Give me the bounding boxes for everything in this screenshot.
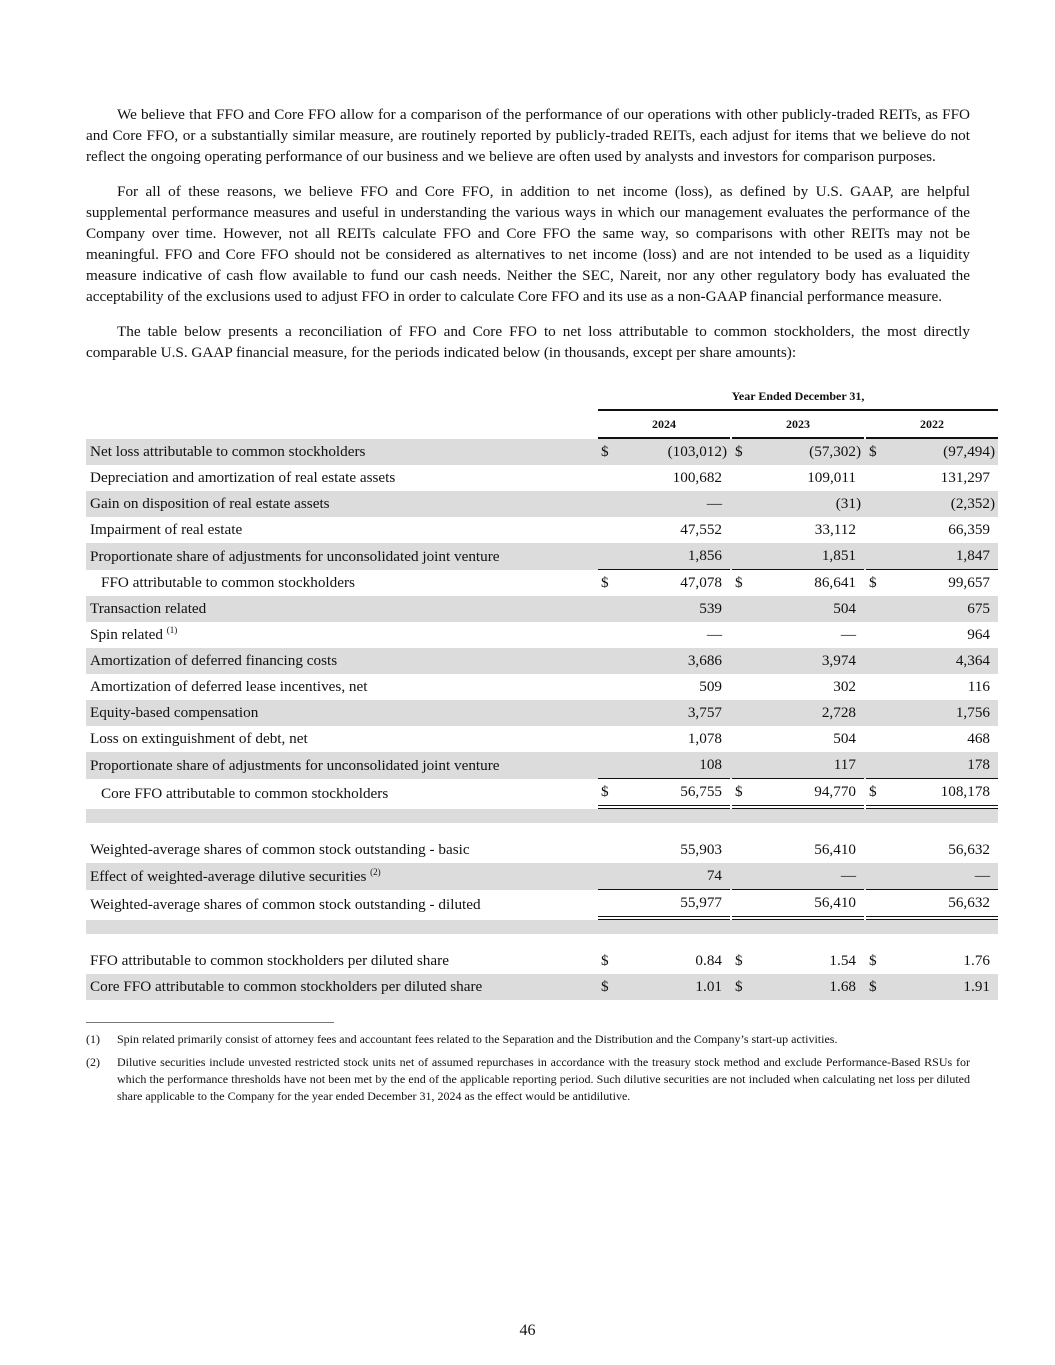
value-2024: 55,977 (618, 890, 722, 920)
value-2023: 94,770 (752, 779, 856, 809)
table-row-impairment (86, 517, 998, 543)
value-2023: 302 (833, 678, 856, 695)
value-2023: 86,641 (814, 574, 856, 591)
table-row-depreciation (86, 465, 998, 491)
year-2022-header: 2022 (866, 411, 998, 439)
value-2024: 509 (699, 678, 722, 695)
value-2022: 1,847 (886, 543, 990, 570)
value-2024: 1,856 (618, 543, 722, 570)
value-2024: 0.84 (695, 952, 722, 969)
value-2022: 116 (967, 678, 990, 695)
value-2024: 47,552 (680, 521, 722, 538)
value-2024: 56,755 (618, 779, 722, 809)
value-2022: 131,297 (940, 469, 990, 486)
row-label: Impairment of real estate (90, 521, 243, 538)
table-row-transaction-related (86, 596, 998, 622)
value-2024: 55,903 (680, 841, 722, 858)
value-2024: 100,682 (672, 469, 722, 486)
footnote-divider (86, 1022, 334, 1023)
table-spacer-row (86, 809, 998, 823)
table-row-dilutive-effect (86, 863, 998, 890)
table-row-jv-adjustments-core (86, 752, 998, 779)
row-label: Net loss attributable to common stockholders (86, 439, 598, 465)
ffo-reconciliation-table (86, 383, 998, 1000)
value-2024: 539 (618, 596, 722, 622)
value-2023: 3,974 (752, 648, 856, 674)
value-2024: 3,757 (618, 700, 722, 726)
row-label: Amortization of deferred financing costs (86, 648, 598, 674)
value-2024: — (706, 626, 722, 643)
row-label: Spin related (90, 626, 163, 643)
row-label: FFO attributable to common stockholders (101, 574, 355, 591)
value-2022: 675 (886, 596, 990, 622)
paragraph-table-intro: The table below presents a reconciliation of FFO and Core FFO to net loss attributable to common stockholders, the most directly comparable U.S. GAAP financial measure, for the periods indicated below (in thousands, except per share amounts): (86, 323, 970, 361)
table-row-amort-financing (86, 648, 998, 674)
table-spacer-row (86, 920, 998, 934)
value-2023: 1,851 (752, 543, 856, 570)
value-2022: 108,178 (886, 779, 990, 809)
table-row-jv-adjustments-ffo (86, 543, 998, 570)
value-2023: (31 (752, 491, 856, 517)
table-row-shares-diluted (86, 890, 998, 920)
value-2022: (97,494 (886, 439, 990, 465)
document-page (86, 104, 996, 1111)
row-label: Loss on extinguishment of debt, net (90, 730, 308, 747)
row-label: Core FFO attributable to common stockholders (101, 785, 389, 802)
row-label: Weighted-average shares of common stock outstanding - diluted (90, 896, 481, 913)
value-2023: 1.68 (752, 974, 856, 1000)
year-2023-header: 2023 (732, 411, 864, 439)
row-label: Core FFO attributable to common stockholders per diluted share (86, 974, 598, 1000)
value-2023: 2,728 (752, 700, 856, 726)
value-2023: 33,112 (814, 521, 856, 538)
table-row-spin-related (86, 622, 998, 648)
footnote-ref-1: (1) (166, 625, 178, 635)
value-2024: 47,078 (680, 574, 722, 591)
value-2024: (103,012 (618, 439, 722, 465)
row-label: Gain on disposition of real estate assets (86, 491, 598, 517)
value-2024: — (618, 491, 722, 517)
year-ended-header: Year Ended December 31, (598, 383, 998, 411)
paragraph-ffo-comparison: We believe that FFO and Core FFO allow for a comparison of the performance of our operations with other publicly-traded REITs, as FFO and Core FFO, or a substantially similar measure, are routinely reported by publicly-traded REITs, each adjust for items that we believe do not reflect the ongoing operating performance of our business and we believe are often used by analysts and investors for comparison purposes. (86, 106, 970, 165)
table-row-amort-lease-incentives (86, 674, 998, 700)
value-2022: 56,632 (886, 890, 990, 920)
row-label-cell (86, 622, 598, 648)
row-label: Amortization of deferred lease incentives, net (90, 678, 368, 695)
table-row-loss-extinguishment (86, 726, 998, 752)
footnote-ref-2: (2) (370, 866, 381, 877)
page-number: 46 (519, 1322, 536, 1339)
value-2023: 56,410 (814, 841, 856, 858)
row-label: Effect of weighted-average dilutive securities (90, 867, 367, 885)
value-2024: 3,686 (618, 648, 722, 674)
footnote-text: Dilutive securities include unvested restricted stock units net of assumed repurchases in accordance with the treasury stock method and exclude Performance-Based RSUs for which the performance thresholds have not been met by the end of the applicable reporting period. Such dilutive securities are not included when calculating net loss per diluted share applicable to the Company for the year ended December 31, 2024 as the effect would be antidilutive. (117, 1055, 970, 1103)
table-row-shares-basic (86, 837, 998, 863)
value-2022: 1.91 (886, 974, 990, 1000)
paragraph-ffo-reasons: For all of these reasons, we believe FFO and Core FFO, in addition to net income (loss), as defined by U.S. GAAP, are helpful supplemental performance measures and useful in understanding the various ways in which our management evaluates the performance of the Company over time. However, not all REITs calculate FFO and Core FFO the same way, so comparisons with other REITs may not be meaningful. FFO and Core FFO should not be considered as alternatives to net income (loss) and are not intended to be used as a liquidity measure indicative of cash flow available to fund our cash needs. Neither the SEC, Nareit, nor any other regulatory body has evaluated the acceptability of the exclusions used to adjust FFO in order to calculate Core FFO and its use as a non-GAAP financial performance measure. (86, 183, 970, 305)
table-row-ffo-subtotal: FFO attributable to common stockholders $ 47,078 $ 86,641 $ 99,657 (86, 570, 998, 596)
row-label: Weighted-average shares of common stock outstanding - basic (90, 841, 470, 858)
footnote-number: (1) (86, 1032, 100, 1046)
row-label: Depreciation and amortization of real estate assets (90, 469, 396, 486)
value-2022: 66,359 (948, 521, 990, 538)
value-2024: 74 (618, 863, 722, 890)
value-2024: 1.01 (618, 974, 722, 1000)
row-label: Proportionate share of adjustments for unconsolidated joint venture (86, 543, 598, 570)
value-2022: 4,364 (886, 648, 990, 674)
value-2022: 99,657 (948, 574, 990, 591)
value-2023: 117 (752, 752, 856, 779)
table-row-equity-compensation (86, 700, 998, 726)
value-2023: 56,410 (752, 890, 856, 920)
value-2024: 108 (618, 752, 722, 779)
value-2023: 504 (833, 730, 856, 747)
table-row-ffo-per-share: FFO attributable to common stockholders per diluted share $ 0.84 $ 1.54 $ 1.76 (86, 948, 998, 974)
row-label: Equity-based compensation (86, 700, 598, 726)
footnote-number: (2) (86, 1055, 100, 1069)
value-2022: 468 (967, 730, 990, 747)
value-2023: — (840, 626, 856, 643)
table-row-gain-disposition: Gain on disposition of real estate assets — (31 ) (2,352 ) (86, 491, 998, 517)
table-row-core-ffo-total: Core FFO attributable to common stockholders $ 56,755 $ 94,770 $ 108,178 (86, 779, 998, 809)
value-2023: (57,302 (752, 439, 856, 465)
row-label-cell (86, 863, 598, 890)
value-2023: — (752, 863, 856, 890)
row-label: FFO attributable to common stockholders per diluted share (90, 952, 449, 969)
table-row-net-loss: Net loss attributable to common stockholders $ (103,012 ) $ (57,302 ) $ (97,494 ) (86, 439, 998, 465)
table-row-core-ffo-per-share: Core FFO attributable to common stockholders per diluted share $ 1.01 $ 1.68 $ 1.91 (86, 974, 998, 1000)
year-2024-header: 2024 (598, 411, 730, 439)
value-2022: 56,632 (948, 841, 990, 858)
value-2022: 1,756 (886, 700, 990, 726)
footnote-1 (86, 1031, 970, 1048)
value-2022: 964 (967, 626, 990, 643)
row-label: Proportionate share of adjustments for unconsolidated joint venture (86, 752, 598, 779)
row-label: Transaction related (86, 596, 598, 622)
footnote-2 (86, 1054, 970, 1105)
value-2022: — (886, 863, 990, 890)
value-2023: 1.54 (829, 952, 856, 969)
value-2022: 1.76 (963, 952, 990, 969)
value-2022: (2,352 (886, 491, 990, 517)
value-2023: 109,011 (807, 469, 856, 486)
value-2024: 1,078 (687, 730, 722, 747)
footnote-text: Spin related primarily consist of attorney fees and accountant fees related to the Separation and the Distribution and the Company’s start-up activities. (117, 1032, 838, 1046)
value-2023: 504 (752, 596, 856, 622)
value-2022: 178 (886, 752, 990, 779)
